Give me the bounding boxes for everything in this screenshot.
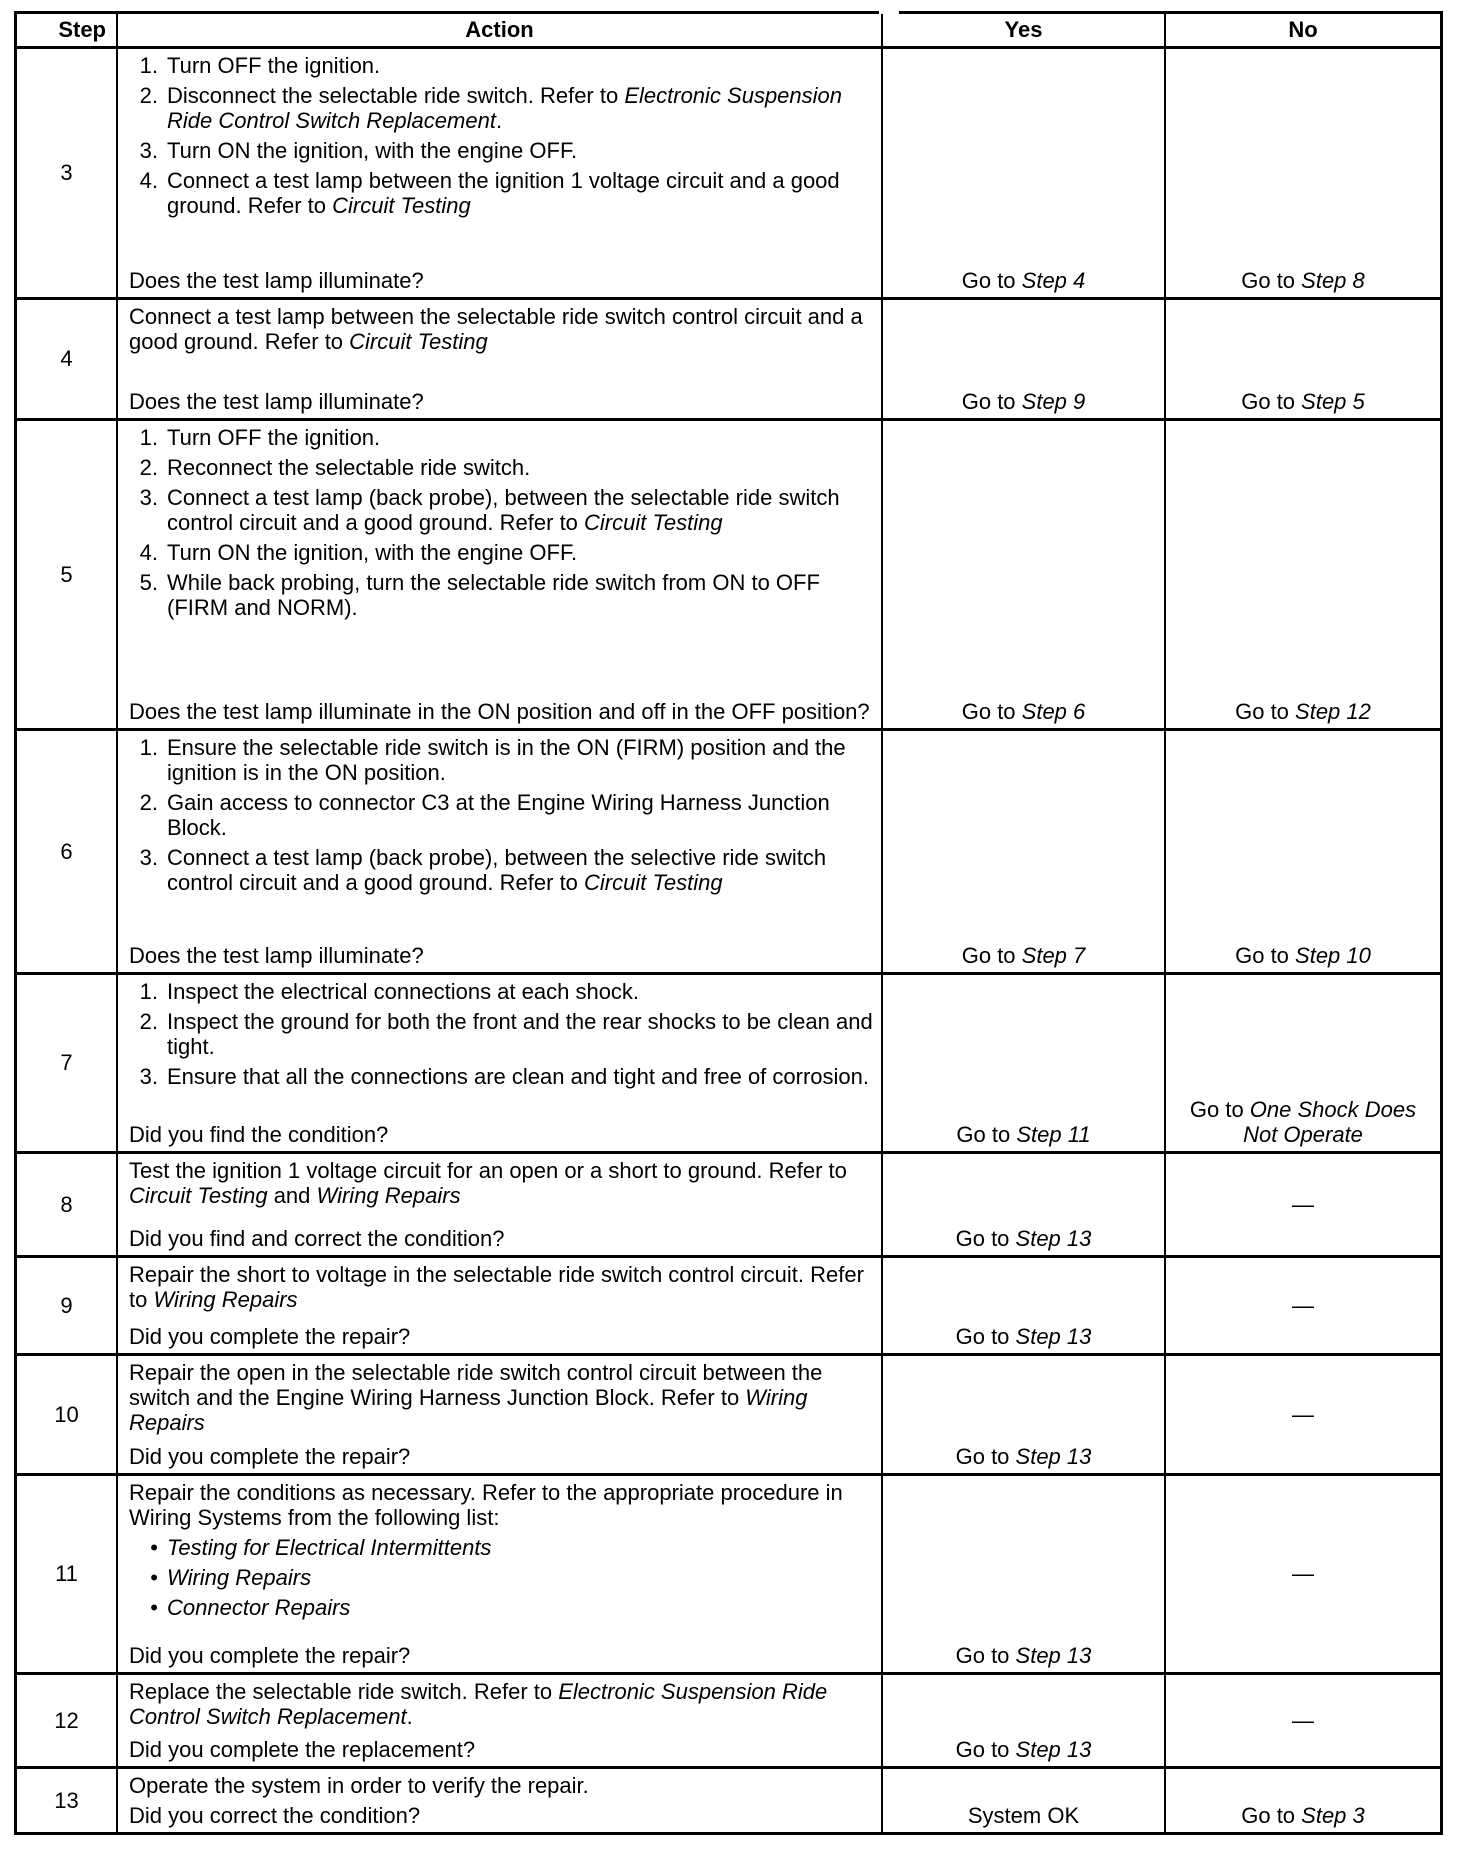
- table-row: [17, 49, 1440, 300]
- action-cell: [118, 1769, 883, 1832]
- action-text: [129, 1360, 873, 1435]
- reference-link[interactable]: Circuit Testing: [129, 1183, 268, 1208]
- bullet-icon: •: [150, 1595, 158, 1620]
- action-text: [129, 1679, 873, 1729]
- answer-step-link[interactable]: Step 9: [1021, 389, 1086, 414]
- answer-text: Go to: [955, 1643, 1016, 1668]
- action-text-plain: Inspect the electrical connections at each shock.: [167, 979, 640, 1004]
- step-item-number: 5.: [139, 570, 158, 595]
- action-text-plain: Turn OFF the ignition.: [167, 53, 381, 78]
- step-item-text: [167, 570, 873, 620]
- step-item-number: 1.: [139, 735, 158, 760]
- table-row: [17, 300, 1440, 421]
- action-cell: [118, 1154, 883, 1255]
- yes-answer[interactable]: [956, 1737, 1092, 1762]
- reference-link[interactable]: Connector Repairs: [167, 1595, 351, 1620]
- answer-step-link[interactable]: Step 8: [1301, 268, 1365, 293]
- step-item-number: 1.: [139, 53, 158, 78]
- header-action: Action: [118, 14, 883, 46]
- action-text: [129, 1158, 873, 1208]
- yes-answer[interactable]: [956, 1226, 1092, 1251]
- no-answer[interactable]: [1235, 943, 1371, 968]
- action-text-plain: Reconnect the selectable ride switch.: [167, 455, 531, 480]
- action-step: [129, 53, 873, 78]
- step-item-number: 1.: [139, 979, 158, 1004]
- action-text-plain: Repair the conditions as necessary. Refer to the appropriate procedure in Wiring Systems from the following list:: [129, 1480, 843, 1530]
- reference-link[interactable]: Circuit Testing: [349, 329, 488, 354]
- step-item-text: [167, 83, 873, 133]
- answer-text: Go to: [961, 268, 1022, 293]
- action-text-plain: Connect a test lamp (back probe), between the selectable ride switch control circuit and a good ground. Refer to: [167, 485, 840, 535]
- diagnostic-table: [14, 11, 1443, 1835]
- yes-cell: [883, 1154, 1166, 1255]
- table-row: [17, 421, 1440, 731]
- answer-text: Go to: [1189, 1097, 1250, 1122]
- step-item-number: 4.: [139, 540, 158, 565]
- action-cell: [118, 731, 883, 972]
- question-text: Did you find the condition?: [129, 1122, 389, 1147]
- reference-link[interactable]: Circuit Testing: [584, 510, 723, 535]
- step-item-text: [167, 455, 873, 480]
- answer-text: System OK: [967, 1803, 1080, 1828]
- table-header: [17, 14, 1440, 49]
- step-item-text: [167, 845, 873, 895]
- question-text: Did you correct the condition?: [129, 1803, 421, 1828]
- step-item-text: [167, 1009, 873, 1059]
- answer-step-link[interactable]: Step 13: [1015, 1324, 1092, 1349]
- action-step: [129, 455, 873, 480]
- question-text: Does the test lamp illuminate?: [129, 389, 424, 414]
- action-text-plain: Connect a test lamp between the selectable ride switch control circuit and a good ground. Refer to: [129, 304, 863, 354]
- yes-cell: [883, 975, 1166, 1151]
- action-text-plain: .: [495, 108, 503, 133]
- step-number: 5: [17, 421, 118, 728]
- answer-text: Go to: [1235, 699, 1296, 724]
- reference-link[interactable]: Circuit Testing: [332, 193, 471, 218]
- bullet-item: [129, 1565, 873, 1590]
- action-text-plain: Inspect the ground for both the front and the rear shocks to be clean and tight.: [167, 1009, 873, 1059]
- no-cell: [1166, 1769, 1440, 1832]
- action-step: [129, 83, 873, 133]
- reference-link[interactable]: Circuit Testing: [584, 870, 723, 895]
- action-text-plain: Turn ON the ignition, with the engine OFF.: [167, 540, 578, 565]
- action-text: [129, 1480, 873, 1530]
- no-answer[interactable]: [1241, 1803, 1365, 1828]
- action-text-plain: .: [406, 1704, 413, 1729]
- action-step: [129, 138, 873, 163]
- question-text: Did you complete the repair?: [129, 1324, 411, 1349]
- action-cell: [118, 1675, 883, 1766]
- yes-cell: [883, 1356, 1166, 1473]
- step-number: 11: [17, 1476, 118, 1672]
- step-item-text: [167, 979, 873, 1004]
- step-item-text: [167, 1064, 873, 1089]
- action-step: [129, 979, 873, 1004]
- step-number: 4: [17, 300, 118, 418]
- question-text: Did you find and correct the condition?: [129, 1226, 505, 1251]
- question-text: Did you complete the repair?: [129, 1444, 411, 1469]
- action-text-plain: Disconnect the selectable ride switch. Refer to: [167, 83, 625, 108]
- action-text-plain: Gain access to connector C3 at the Engine Wiring Harness Junction Block.: [167, 790, 830, 840]
- action-text-plain: Test the ignition 1 voltage circuit for an open or a short to ground. Refer to: [129, 1158, 847, 1183]
- yes-answer[interactable]: [956, 1643, 1092, 1668]
- yes-cell: [883, 1476, 1166, 1672]
- yes-cell: [883, 1675, 1166, 1766]
- action-cell: [118, 421, 883, 728]
- action-text-plain: Repair the open in the selectable ride switch control circuit between the switch and the Engine Wiring Harness Junction Block. Refer to: [129, 1360, 823, 1410]
- step-item-text: [167, 168, 873, 218]
- answer-text: Go to: [1241, 389, 1302, 414]
- answer-step-link[interactable]: Step 7: [1021, 943, 1086, 968]
- answer-step-link[interactable]: Step 6: [1021, 699, 1086, 724]
- action-cell: [118, 49, 883, 297]
- reference-link[interactable]: Wiring Repairs: [167, 1565, 312, 1590]
- reference-link[interactable]: Electronic Suspension Ride Control Switch Replacement: [167, 83, 843, 133]
- no-cell: [1166, 49, 1440, 297]
- answer-text: Go to: [1235, 943, 1296, 968]
- question-text: Did you complete the replacement?: [129, 1737, 476, 1762]
- no-cell-dash: —: [1292, 1401, 1314, 1427]
- step-item-number: 3.: [139, 485, 158, 510]
- table-row: [17, 1675, 1440, 1769]
- step-item-text: [167, 425, 873, 450]
- reference-link[interactable]: Electronic Suspension Ride Control Switch Replacement: [129, 1679, 828, 1729]
- question-text: Does the test lamp illuminate?: [129, 943, 424, 968]
- reference-link[interactable]: Wiring Repairs: [316, 1183, 461, 1208]
- answer-text: Go to: [1241, 268, 1302, 293]
- no-cell: [1166, 421, 1440, 728]
- yes-answer[interactable]: [956, 1444, 1092, 1469]
- yes-answer[interactable]: [956, 1122, 1090, 1147]
- answer-text: Go to: [955, 1226, 1016, 1251]
- step-item-number: 2.: [139, 83, 158, 108]
- action-step: [129, 735, 873, 785]
- action-step: [129, 540, 873, 565]
- bullet-icon: •: [150, 1565, 158, 1590]
- header-yes: Yes: [883, 14, 1166, 46]
- action-text: [129, 304, 873, 354]
- yes-answer[interactable]: [962, 943, 1086, 968]
- bullet-item: [129, 1535, 873, 1560]
- no-answer[interactable]: [1241, 268, 1365, 293]
- answer-text: Go to: [1241, 1803, 1302, 1828]
- action-step: [129, 485, 873, 535]
- no-cell: [1166, 975, 1440, 1151]
- answer-step-link[interactable]: Step 10: [1295, 943, 1371, 968]
- table-row: [17, 1356, 1440, 1476]
- table-row: [17, 1476, 1440, 1675]
- header-no: No: [1288, 17, 1318, 42]
- yes-answer[interactable]: [968, 1803, 1079, 1828]
- yes-answer[interactable]: [962, 699, 1086, 724]
- step-item-number: 3.: [139, 845, 158, 870]
- table-row: [17, 975, 1440, 1154]
- no-cell: [1166, 731, 1440, 972]
- action-cell: [118, 300, 883, 418]
- answer-step-link[interactable]: One Shock Does Not Operate: [1243, 1097, 1417, 1147]
- step-item-text: [167, 790, 873, 840]
- action-text-plain: and: [267, 1183, 317, 1208]
- action-cell: [118, 1258, 883, 1353]
- action-text: [129, 1773, 873, 1798]
- answer-step-link[interactable]: Step 3: [1301, 1803, 1365, 1828]
- table-row: [17, 1258, 1440, 1356]
- question-text: Does the test lamp illuminate?: [129, 268, 424, 293]
- action-text-plain: Connect a test lamp between the ignition 1 voltage circuit and a good ground. Refer to: [167, 168, 840, 218]
- step-item-text: [167, 735, 873, 785]
- action-text-plain: Ensure that all the connections are clean and tight and free of corrosion.: [167, 1064, 869, 1089]
- table-row: [17, 1769, 1440, 1832]
- step-number: 10: [17, 1356, 118, 1473]
- step-number: 7: [17, 975, 118, 1151]
- no-cell-dash: —: [1292, 1561, 1314, 1586]
- answer-step-link[interactable]: Step 13: [1015, 1444, 1092, 1469]
- step-item-text: [167, 138, 873, 163]
- answer-step-link[interactable]: Step 5: [1301, 389, 1365, 414]
- action-step: [129, 168, 873, 218]
- action-step: [129, 1064, 873, 1089]
- answer-text: Go to: [961, 699, 1022, 724]
- action-cell: [118, 1356, 883, 1473]
- yes-answer[interactable]: [962, 389, 1086, 414]
- answer-step-link[interactable]: Step 11: [1016, 1122, 1091, 1147]
- bullet-item: [129, 1595, 873, 1620]
- reference-link[interactable]: Wiring Repairs: [153, 1287, 298, 1312]
- action-text-plain: Repair the short to voltage in the selectable ride switch control circuit. Refer to: [129, 1262, 864, 1312]
- reference-link[interactable]: Wiring Repairs: [129, 1385, 808, 1435]
- table-row: [17, 731, 1440, 975]
- answer-text: Go to: [955, 1324, 1016, 1349]
- no-answer[interactable]: [1188, 1097, 1418, 1147]
- action-step: [129, 845, 873, 895]
- action-step: [129, 570, 873, 620]
- answer-text: Go to: [955, 1737, 1016, 1762]
- answer-step-link[interactable]: Step 12: [1295, 699, 1371, 724]
- no-cell-dash: —: [1292, 1292, 1314, 1318]
- answer-step-link[interactable]: Step 13: [1015, 1737, 1092, 1762]
- action-text-plain: Operate the system in order to verify the repair.: [129, 1773, 589, 1798]
- yes-cell: [883, 421, 1166, 728]
- action-text-plain: Turn OFF the ignition.: [167, 425, 381, 450]
- yes-cell: [883, 49, 1166, 297]
- action-text-plain: Ensure the selectable ride switch is in the ON (FIRM) position and the ignition is in the ON position.: [167, 735, 846, 785]
- action-cell: [118, 1476, 883, 1672]
- question-text: Does the test lamp illuminate in the ON position and off in the OFF position?: [129, 699, 870, 724]
- action-text-plain: Turn ON the ignition, with the engine OFF.: [167, 138, 578, 163]
- bullet-icon: •: [150, 1535, 158, 1560]
- action-text: [129, 1262, 873, 1312]
- no-cell: [1166, 300, 1440, 418]
- answer-step-link[interactable]: Step 4: [1021, 268, 1086, 293]
- step-number: 9: [17, 1258, 118, 1353]
- yes-answer[interactable]: [962, 268, 1086, 293]
- action-step: [129, 1009, 873, 1059]
- yes-answer[interactable]: [956, 1324, 1092, 1349]
- step-item-number: 2.: [139, 790, 158, 815]
- answer-text: Go to: [956, 1122, 1017, 1147]
- header-step: Step: [17, 14, 118, 46]
- step-number: 8: [17, 1154, 118, 1255]
- step-number: 6: [17, 731, 118, 972]
- action-text-plain: Connect a test lamp (back probe), between the selective ride switch control circuit and a good ground. Refer to: [167, 845, 827, 895]
- action-step: [129, 790, 873, 840]
- answer-step-link[interactable]: Step 13: [1015, 1643, 1092, 1668]
- no-answer[interactable]: [1241, 389, 1365, 414]
- no-cell-dash: —: [1292, 1191, 1314, 1217]
- question-text: Did you complete the repair?: [129, 1643, 411, 1668]
- step-item-number: 2.: [139, 455, 158, 480]
- table-row: [17, 1154, 1440, 1258]
- yes-cell: [883, 1769, 1166, 1832]
- step-number: 3: [17, 49, 118, 297]
- answer-step-link[interactable]: Step 13: [1015, 1226, 1092, 1251]
- step-item-text: [167, 53, 873, 78]
- action-text-plain: While back probing, turn the selectable ride switch from ON to OFF (FIRM and NORM).: [167, 570, 820, 620]
- step-item-number: 1.: [139, 425, 158, 450]
- action-text-plain: Replace the selectable ride switch. Refer to: [129, 1679, 559, 1704]
- action-step: [129, 425, 873, 450]
- step-item-number: 3.: [139, 1064, 158, 1089]
- yes-cell: [883, 731, 1166, 972]
- step-item-number: 3.: [139, 138, 158, 163]
- action-cell: [118, 975, 883, 1151]
- step-item-number: 2.: [139, 1009, 158, 1034]
- step-number: 12: [17, 1675, 118, 1766]
- yes-cell: [883, 300, 1166, 418]
- step-number: 13: [17, 1769, 118, 1832]
- answer-text: Go to: [955, 1444, 1016, 1469]
- step-item-number: 4.: [139, 168, 158, 193]
- answer-text: Go to: [961, 389, 1022, 414]
- no-answer[interactable]: [1235, 699, 1371, 724]
- reference-link[interactable]: Testing for Electrical Intermittents: [167, 1535, 492, 1560]
- step-item-text: [167, 485, 873, 535]
- no-cell-dash: —: [1292, 1707, 1314, 1733]
- answer-text: Go to: [961, 943, 1022, 968]
- step-item-text: [167, 540, 873, 565]
- yes-cell: [883, 1258, 1166, 1353]
